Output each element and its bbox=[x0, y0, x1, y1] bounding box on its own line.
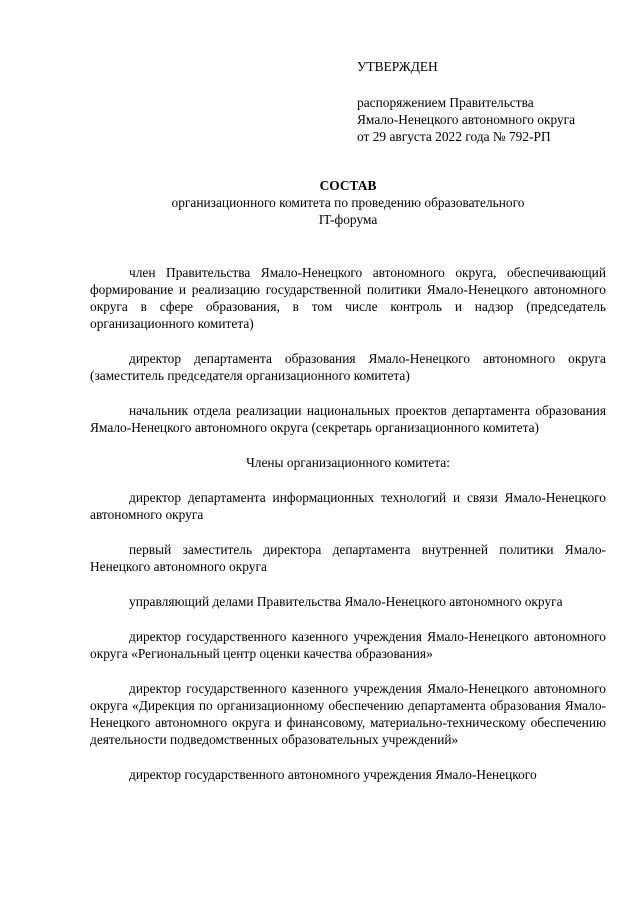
member-paragraph: директор государственного автономного учреждения Ямало-Ненецкого bbox=[129, 767, 537, 782]
document-heading bbox=[90, 177, 606, 228]
members-heading: Члены организационного комитета: bbox=[246, 455, 450, 470]
document-title: СОСТАВ bbox=[319, 178, 377, 193]
approval-line: распоряжением Правительства bbox=[357, 95, 534, 110]
member-paragraph: директор государственного казенного учреждения Ямало-Ненецкого автономного округа «Региональный центр оценки качества образования» bbox=[90, 629, 606, 661]
approval-title: УТВЕРЖДЕН bbox=[357, 59, 438, 74]
member-paragraph: первый заместитель директора департамента внутренней политики Ямало-Ненецкого автономного округа bbox=[90, 542, 606, 574]
secretary-paragraph: начальник отдела реализации национальных проектов департамента образования Ямало-Ненецкого автономного округа (секретарь организационного комитета) bbox=[90, 403, 606, 435]
approval-line: Ямало-Ненецкого автономного округа bbox=[357, 112, 576, 127]
document-subtitle-line: IT-форума bbox=[318, 212, 378, 227]
approval-block bbox=[357, 58, 627, 145]
member-paragraph: директор государственного казенного учреждения Ямало-Ненецкого автономного округа «Дирекция по организационному обеспечению департамента образования Ямало-Ненецкого автономного округа и финансовому, материально-техническому обеспечению деятельности подведомственных образовательных учреждений» bbox=[90, 681, 606, 747]
chairman-paragraph: член Правительства Ямало-Ненецкого автономного округа, обеспечивающий формирование и реализацию государственной политики Ямало-Ненецкого автономного округа в сфере образования, в том числе контроль и надзор (председатель организационного комитета) bbox=[90, 265, 606, 331]
deputy-chairman-paragraph: директор департамента образования Ямало-Ненецкого автономного округа (заместитель председателя организационного комитета) bbox=[90, 351, 606, 383]
member-paragraph: директор департамента информационных технологий и связи Ямало-Ненецкого автономного округа bbox=[90, 490, 606, 522]
document-subtitle-line: организационного комитета по проведению образовательного bbox=[171, 195, 525, 210]
document-body bbox=[90, 264, 606, 801]
approval-line: от 29 августа 2022 года № 792-РП bbox=[357, 129, 551, 144]
member-paragraph: управляющий делами Правительства Ямало-Ненецкого автономного округа bbox=[129, 594, 563, 609]
